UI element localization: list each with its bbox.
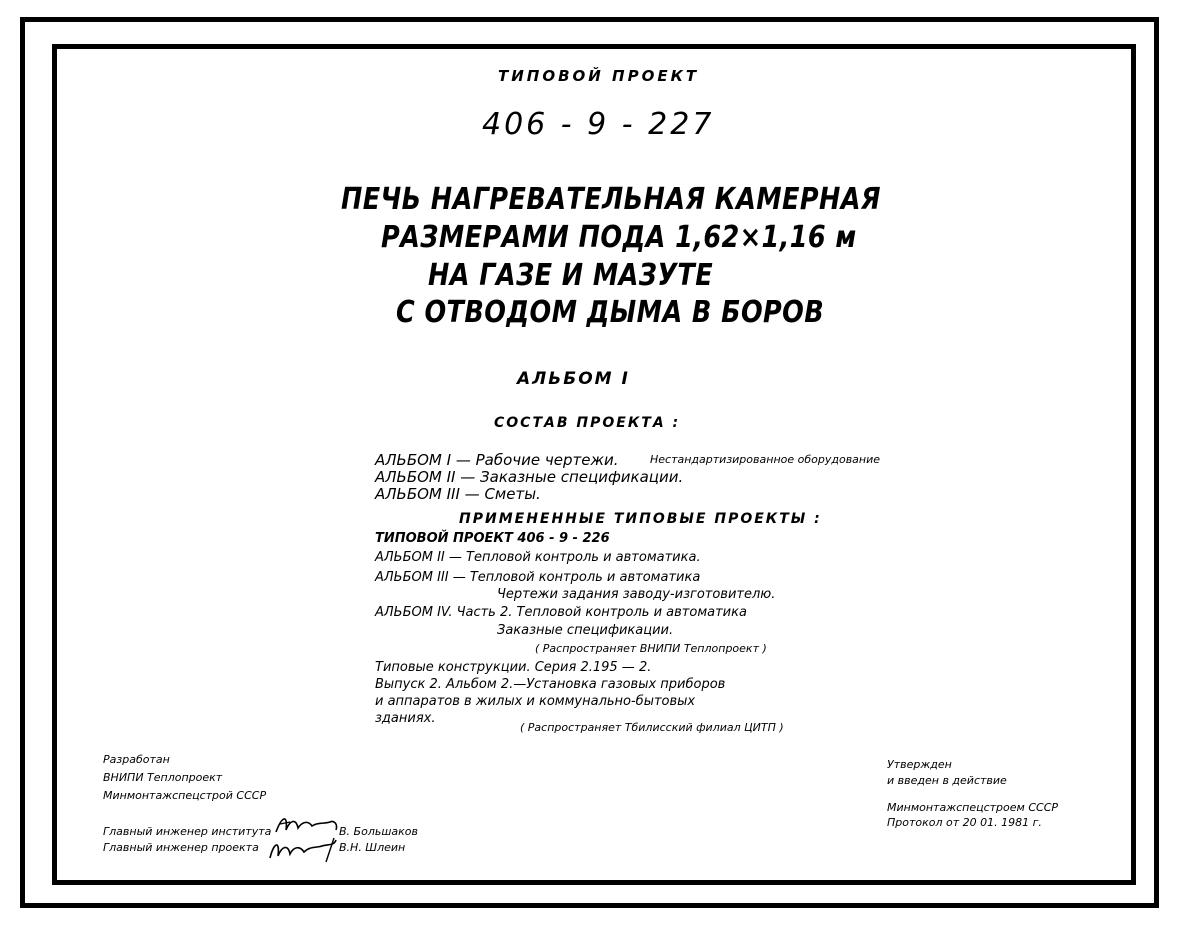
developer-line-2: ВНИПИ Теплопроект bbox=[103, 771, 223, 784]
applied-line-10: и аппаратов в жилых и коммунально-бытовых bbox=[375, 694, 696, 709]
applied-line-11: зданиях. bbox=[375, 711, 436, 726]
applied-line-9: Выпуск 2. Альбом 2.—Установка газовых приборов bbox=[375, 677, 726, 692]
chief-project-label: Главный инженер проекта bbox=[103, 841, 259, 854]
chief-institute-name: В. Большаков bbox=[339, 825, 418, 838]
developer-line-3: Минмонтажспецстрой СССР bbox=[103, 789, 267, 802]
title-line-3: НА ГАЗЕ И МАЗУТЕ bbox=[428, 258, 714, 293]
developer-line-1: Разработан bbox=[103, 753, 170, 766]
applied-line-12: ( Распространяет Тбилисский филиал ЦИТП ) bbox=[520, 721, 784, 734]
composition-heading: СОСТАВ ПРОЕКТА : bbox=[494, 415, 681, 431]
title-line-1: ПЕЧЬ НАГРЕВАТЕЛЬНАЯ КАМЕРНАЯ bbox=[341, 182, 881, 217]
approval-line-2: и введен в действие bbox=[887, 774, 1007, 787]
applied-line-1: ТИПОВОЙ ПРОЕКТ 406 - 9 - 226 bbox=[375, 531, 610, 546]
approval-line-3: Минмонтажспецстроем СССР bbox=[887, 801, 1059, 814]
applied-heading: ПРИМЕНЕННЫЕ ТИПОВЫЕ ПРОЕКТЫ : bbox=[459, 511, 822, 527]
signature-chief-project bbox=[266, 832, 342, 866]
applied-line-6: Заказные спецификации. bbox=[497, 623, 674, 638]
composition-item-3: АЛЬБОМ III — Сметы. bbox=[375, 485, 541, 503]
applied-line-7: ( Распространяет ВНИПИ Теплопроект ) bbox=[535, 642, 767, 655]
project-number: 406 - 9 - 227 bbox=[482, 107, 715, 142]
composition-item-1: АЛЬБОМ I — Рабочие чертежи. bbox=[375, 451, 619, 469]
series-label: ТИПОВОЙ ПРОЕКТ bbox=[498, 67, 700, 85]
applied-line-4: Чертежи задания заводу-изготовителю. bbox=[497, 587, 776, 602]
title-line-2: РАЗМЕРАМИ ПОДА 1,62×1,16 м bbox=[381, 220, 857, 255]
composition-item-2: АЛЬБОМ II — Заказные спецификации. bbox=[375, 468, 684, 486]
approval-line-4: Протокол от 20 01. 1981 г. bbox=[887, 816, 1042, 829]
applied-line-2: АЛЬБОМ II — Тепловой контроль и автоматика. bbox=[375, 550, 701, 565]
applied-line-5: АЛЬБОМ IV. Часть 2. Тепловой контроль и автоматика bbox=[375, 605, 747, 620]
composition-item-1-note: Нестандартизированное оборудование bbox=[650, 453, 881, 466]
chief-project-name: В.Н. Шлеин bbox=[339, 841, 406, 854]
album-label: АЛЬБОМ I bbox=[517, 369, 630, 389]
applied-line-3: АЛЬБОМ III — Тепловой контроль и автоматика bbox=[375, 570, 701, 585]
title-line-4: С ОТВОДОМ ДЫМА В БОРОВ bbox=[396, 295, 825, 330]
approval-line-1: Утвержден bbox=[887, 758, 952, 771]
chief-institute-label: Главный инженер института bbox=[103, 825, 272, 838]
applied-line-8: Типовые конструкции. Серия 2.195 — 2. bbox=[375, 660, 652, 675]
